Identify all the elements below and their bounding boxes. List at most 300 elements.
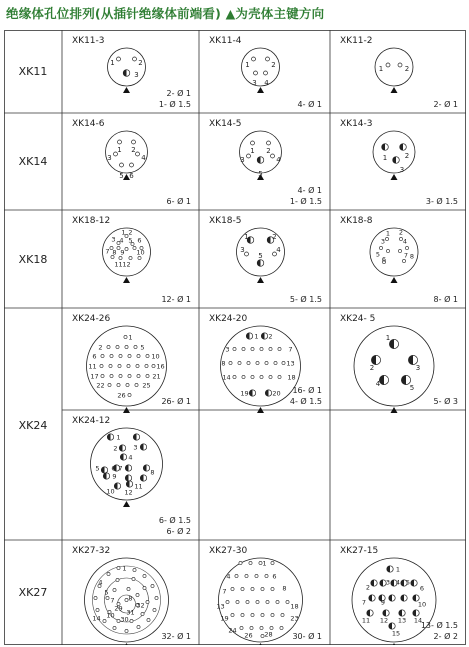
connector-cell [340,314,458,413]
contact-hole [278,347,281,350]
contact-hole [124,335,127,338]
contact-hole [125,345,128,348]
contact-hole [236,600,239,603]
contact-hole [136,593,139,596]
connector-cell [209,314,322,413]
pin-number: 5 [258,170,263,178]
pin-number: 6 [111,464,116,473]
insulator-outline [106,131,148,173]
page-title: 绝缘体孔位排列(从插针绝缘体前端看) ▲为壳体主键方向 [6,6,325,21]
contact-hole [266,600,269,603]
connector-model: XK18-12 [72,216,111,226]
contact-hole [271,613,274,616]
contact-hole [271,561,274,564]
pin-number: 2 [266,147,271,155]
pin-number: 4 [276,246,281,254]
contact-hole [128,374,131,377]
pin-number: 8 [112,248,117,257]
contact-hole [133,57,137,61]
contact-hole [132,577,135,580]
contact-hole [278,375,281,378]
pin-number: 26 [117,391,126,400]
contact-pin-large [107,434,113,440]
pin-number: 4 [128,453,133,462]
pin-number: 1 [250,147,255,155]
contact-hole [226,600,229,603]
contact-hole [116,345,119,348]
contact-hole [250,626,253,629]
connector-model: XK14-3 [340,119,373,129]
pin-number: 23 [290,614,299,623]
connector-cell [340,119,458,206]
connector-model: XK27-32 [72,546,111,556]
pin-number: 24 [228,626,237,635]
contact-hole [247,361,250,364]
connector-cell [340,216,458,304]
contact-hole [246,600,249,603]
pin-number: 7 [403,251,409,260]
contact-hole [110,354,113,357]
contact-hole [153,608,156,611]
pin-number: 21 [152,372,161,381]
pin-number: 5 [375,250,381,259]
pin-number: 13 [216,602,225,611]
pin-number: 14 [413,616,423,625]
insulator-outline [108,48,146,86]
pin-number: 3 [107,154,112,162]
contact-hole [405,246,408,249]
contact-hole [286,600,289,603]
contact-hole [137,354,140,357]
contact-hole [251,587,254,590]
contact-hole [242,347,245,350]
contact-hole [103,619,106,622]
pin-number: 2 [98,343,103,352]
pin-number: 2 [113,444,118,453]
pin-number: 6 [419,584,425,593]
contact-hole [117,57,121,61]
contact-hole [229,361,232,364]
pin-number: 7 [361,598,367,607]
series-label: XK27 [18,586,48,599]
pin-number: 7 [118,464,123,473]
contact-hole [242,375,245,378]
contact-hole [241,587,244,590]
pin-number: 1 [128,333,133,342]
contact-hole [146,600,149,603]
pin-number: 25 [142,381,151,390]
contact-hole [136,364,139,367]
pin-number: 2 [398,228,404,237]
contact-hole [281,613,284,616]
contact-hole [143,586,146,589]
contact-hole [264,71,268,75]
contact-hole [260,626,263,629]
pin-number: 8 [128,594,133,603]
pin-number: 18 [287,373,296,382]
contact-hole [265,574,268,577]
pin-number: 7 [222,587,227,596]
connector-cell [72,119,191,206]
contact-hole [130,163,134,167]
contact-hole [137,374,140,377]
connector-model: XK14-5 [209,119,242,129]
contact-hole [249,561,252,564]
contact-pin-large [125,475,131,481]
contact-hole [385,237,388,240]
pin-number: 1 [244,233,249,241]
hole-spec: 6- Ø 1 [166,197,191,206]
contact-hole [155,596,158,599]
contact-hole [101,374,104,377]
pin-number: 4 [264,79,269,87]
pin-number: 10 [136,248,145,257]
contact-pin [382,144,389,151]
contact-hole [147,618,150,621]
hole-spec: 4- Ø 1.5 [289,397,322,406]
pin-number: 26 [244,631,253,640]
pin-number: 11 [114,260,123,269]
pin-number: 5 [409,384,415,392]
pin-number: 12 [379,616,389,625]
pin-number: 1 [378,65,384,73]
pin-number: 5 [119,172,124,180]
contact-pin-large [249,390,255,396]
contact-hole [128,354,131,357]
contact-hole [116,578,119,581]
connector-model: XK27-15 [340,546,379,556]
contact-hole [238,361,241,364]
connector-cell [72,216,191,304]
contact-hole [100,364,103,367]
pin-number: 4 [395,578,401,587]
key-marker-icon [391,87,398,93]
connector-cell [72,314,191,413]
contact-pin-large [401,595,407,601]
contact-hole [271,154,275,158]
pin-number: 14 [222,373,231,382]
contact-hole [125,247,128,250]
contact-hole [266,57,270,61]
contact-hole [252,57,256,61]
pin-number: 3 [399,166,405,174]
pin-number: 8 [221,359,226,368]
contact-hole [96,608,99,611]
key-marker-icon [391,277,398,283]
series-label: XK14 [18,155,48,168]
hole-spec: 2- Ø 1 [166,89,191,98]
connector-model: XK24- 5 [340,314,376,324]
pin-number: 3 [240,246,245,254]
hole-spec: 3- Ø 1.5 [425,197,458,206]
contact-hole [106,596,109,599]
hole-spec: 6- Ø 2 [166,527,191,536]
contact-hole [402,259,405,262]
pin-number: 9 [120,248,125,257]
pin-number: 1 [395,565,401,574]
contact-pin-large [120,454,126,460]
contact-pin-large [399,610,405,616]
contact-hole [110,374,113,377]
contact-hole [127,587,130,590]
pin-number: 6 [272,572,277,581]
pin-number: 7 [105,247,110,256]
pin-number: 10 [417,600,427,609]
contact-pin-large [383,610,389,616]
contact-hole [398,63,402,67]
pin-number: 30 [120,615,129,624]
pin-number: 8 [150,468,155,477]
pin-number: 2 [138,59,143,67]
key-marker-icon [123,501,130,507]
pin-number: 4 [119,236,124,245]
pin-number: 3 [385,578,391,587]
pin-number: 12 [122,260,131,269]
contact-pin-large [261,333,267,339]
contact-hole [251,375,254,378]
series-label: XK11 [18,65,48,78]
contact-hole [245,574,248,577]
contact-hole [233,375,236,378]
contact-hole [146,354,149,357]
hole-spec: 2- Ø 2 [433,632,458,641]
connector-model: XK24-12 [72,416,111,426]
pin-number: 11 [88,362,97,371]
key-marker-icon [123,87,130,93]
connector-model: XK27-30 [209,546,248,556]
pin-number: 28 [264,630,273,639]
contact-hole [120,163,124,167]
contact-pin-large [140,444,146,450]
contact-pin-large [389,623,395,629]
contact-hole [233,347,236,350]
pin-number: 29 [114,604,123,613]
pin-number: 2 [268,332,273,341]
contact-hole [379,246,382,249]
contact-pin [400,144,407,151]
pin-number: 5 [258,252,263,260]
contact-hole [251,347,254,350]
pin-number: 5 [128,236,133,245]
contact-hole [117,566,120,569]
pin-number: 10 [106,611,115,620]
pin-number: 1 [382,154,388,162]
insulator-outline [240,131,282,173]
pin-number: 20 [272,389,281,398]
connector-model: XK11-3 [72,36,105,46]
hole-spec: 1- Ø 1.5 [158,100,191,109]
connector-cell [72,36,191,109]
contact-hole [109,364,112,367]
pin-number: 9 [112,472,117,481]
connector-model: XK18-5 [209,216,242,226]
contact-hole [239,561,242,564]
connector-cell [340,36,458,109]
pin-number: 2 [271,61,276,69]
contact-hole [251,613,254,616]
hole-spec: 6- Ø 1.5 [158,516,191,525]
pin-number: 3 [415,364,421,372]
connector-model: XK18-8 [340,216,373,226]
contact-hole [269,347,272,350]
pin-number: 1 [121,228,126,237]
contact-hole [276,600,279,603]
hole-spec: 16- Ø 1 [292,386,322,395]
contact-pin-large [119,445,125,451]
pin-number: 8 [282,584,287,593]
contact-hole [127,364,130,367]
key-marker-icon [123,277,130,283]
pin-number: 3 [225,345,230,354]
contact-hole [386,249,389,252]
contact-hole [114,152,118,156]
contact-hole [270,626,273,629]
contact-pin-large [371,580,377,586]
hole-spec: 5- Ø 3 [433,397,458,406]
hole-spec: 1- Ø 1.5 [289,197,322,206]
contact-pin-large [125,465,131,471]
connector-model: XK11-2 [340,36,373,46]
pin-number: 1 [245,61,250,69]
pin-number: 2 [404,65,410,73]
connector-model: XK14-6 [72,119,105,129]
hole-spec: 4- Ø 1 [297,100,322,109]
pin-number: 10 [106,487,115,496]
contact-pin [257,157,264,164]
contact-hole [235,574,238,577]
contact-pin-large [379,375,388,384]
contact-pin [393,157,400,164]
contact-hole [118,364,121,367]
pin-number: 4 [402,237,408,246]
pin-number: 3 [134,71,139,79]
contact-hole [107,345,110,348]
contact-hole [271,587,274,590]
contact-hole [129,256,132,259]
contact-hole [280,626,283,629]
pin-number: 22 [96,381,105,390]
hole-spec: 32- Ø 1 [161,632,191,641]
contact-hole [108,383,111,386]
contact-hole [151,584,154,587]
contact-hole [260,375,263,378]
pin-number: 1 [262,559,267,568]
pin-number: 5 [140,343,145,352]
pin-number: 6 [381,255,387,264]
contact-pin-large [246,333,252,339]
pin-number: 2 [131,146,136,154]
pin-number: 1 [385,229,391,238]
hole-spec: 5- Ø 1.5 [289,295,322,304]
contact-hole [133,568,136,571]
contact-pin-large [367,610,373,616]
contact-pin-large [389,595,395,601]
contact-pin-large [387,566,393,572]
pin-number: 18 [290,602,299,611]
pin-number: 4 [276,156,281,164]
pin-number: 1 [385,334,391,342]
pin-number: 6 [92,352,97,361]
contact-hole [141,612,144,615]
hole-spec: 8- Ø 1 [433,295,458,304]
pin-number: 31 [126,608,135,617]
pin-number: 13 [397,616,407,625]
contact-pin [123,70,130,77]
contact-hole [231,587,234,590]
pin-number: 1 [117,146,122,154]
contact-hole [113,626,116,629]
contact-hole [143,574,146,577]
connector-model: XK24-26 [72,314,111,324]
pin-number: 15 [391,629,401,638]
contact-hole [241,613,244,616]
pin-number: 13 [286,359,295,368]
contact-hole [260,347,263,350]
contact-pin-large [101,467,107,473]
pin-number: 1 [254,332,259,341]
pin-number: 3 [240,156,245,164]
contact-hole [398,249,401,252]
pin-number: 12 [124,488,133,497]
pin-number: 4 [226,572,231,581]
key-marker-icon [391,174,398,180]
key-marker-icon [257,277,264,283]
pin-number: 2 [128,228,133,237]
pin-layout-svg [4,30,466,645]
contact-hole [269,375,272,378]
contact-hole [256,600,259,603]
pin-number: 14 [92,614,101,623]
connector-cell [209,36,322,109]
connector-cell [209,119,322,206]
contact-hole [134,345,137,348]
contact-pin-large [389,339,398,348]
pin-number: 2 [369,364,375,372]
contact-pin-large [140,475,146,481]
contact-hole [267,141,271,145]
pin-number: 4 [98,578,103,587]
contact-hole [128,393,131,396]
contact-hole [117,383,120,386]
contact-hole [119,256,122,259]
pin-number: 5 [405,578,411,587]
contact-hole [94,596,97,599]
contact-hole [132,140,136,144]
pin-number: 2 [365,583,371,592]
contact-hole [101,354,104,357]
connector-model: XK11-4 [209,36,242,46]
connector-cell [72,416,191,536]
contact-hole [126,383,129,386]
contact-hole [240,626,243,629]
connector-cell [209,546,322,645]
contact-pin [257,260,264,267]
insulator-outline [354,326,434,406]
pin-number: 1 [122,564,127,573]
contact-hole [261,587,264,590]
contact-hole [245,252,249,256]
contact-hole [136,152,140,156]
contact-pin-large [103,473,109,479]
contact-hole [255,574,258,577]
connector-cell [72,546,191,645]
pin-number: 5 [104,588,109,597]
contact-hole [265,361,268,364]
pin-number: 6 [137,236,142,245]
pin-number: 7 [288,345,293,354]
pin-layout-table [4,30,466,645]
hole-spec: 26- Ø 1 [161,397,191,406]
